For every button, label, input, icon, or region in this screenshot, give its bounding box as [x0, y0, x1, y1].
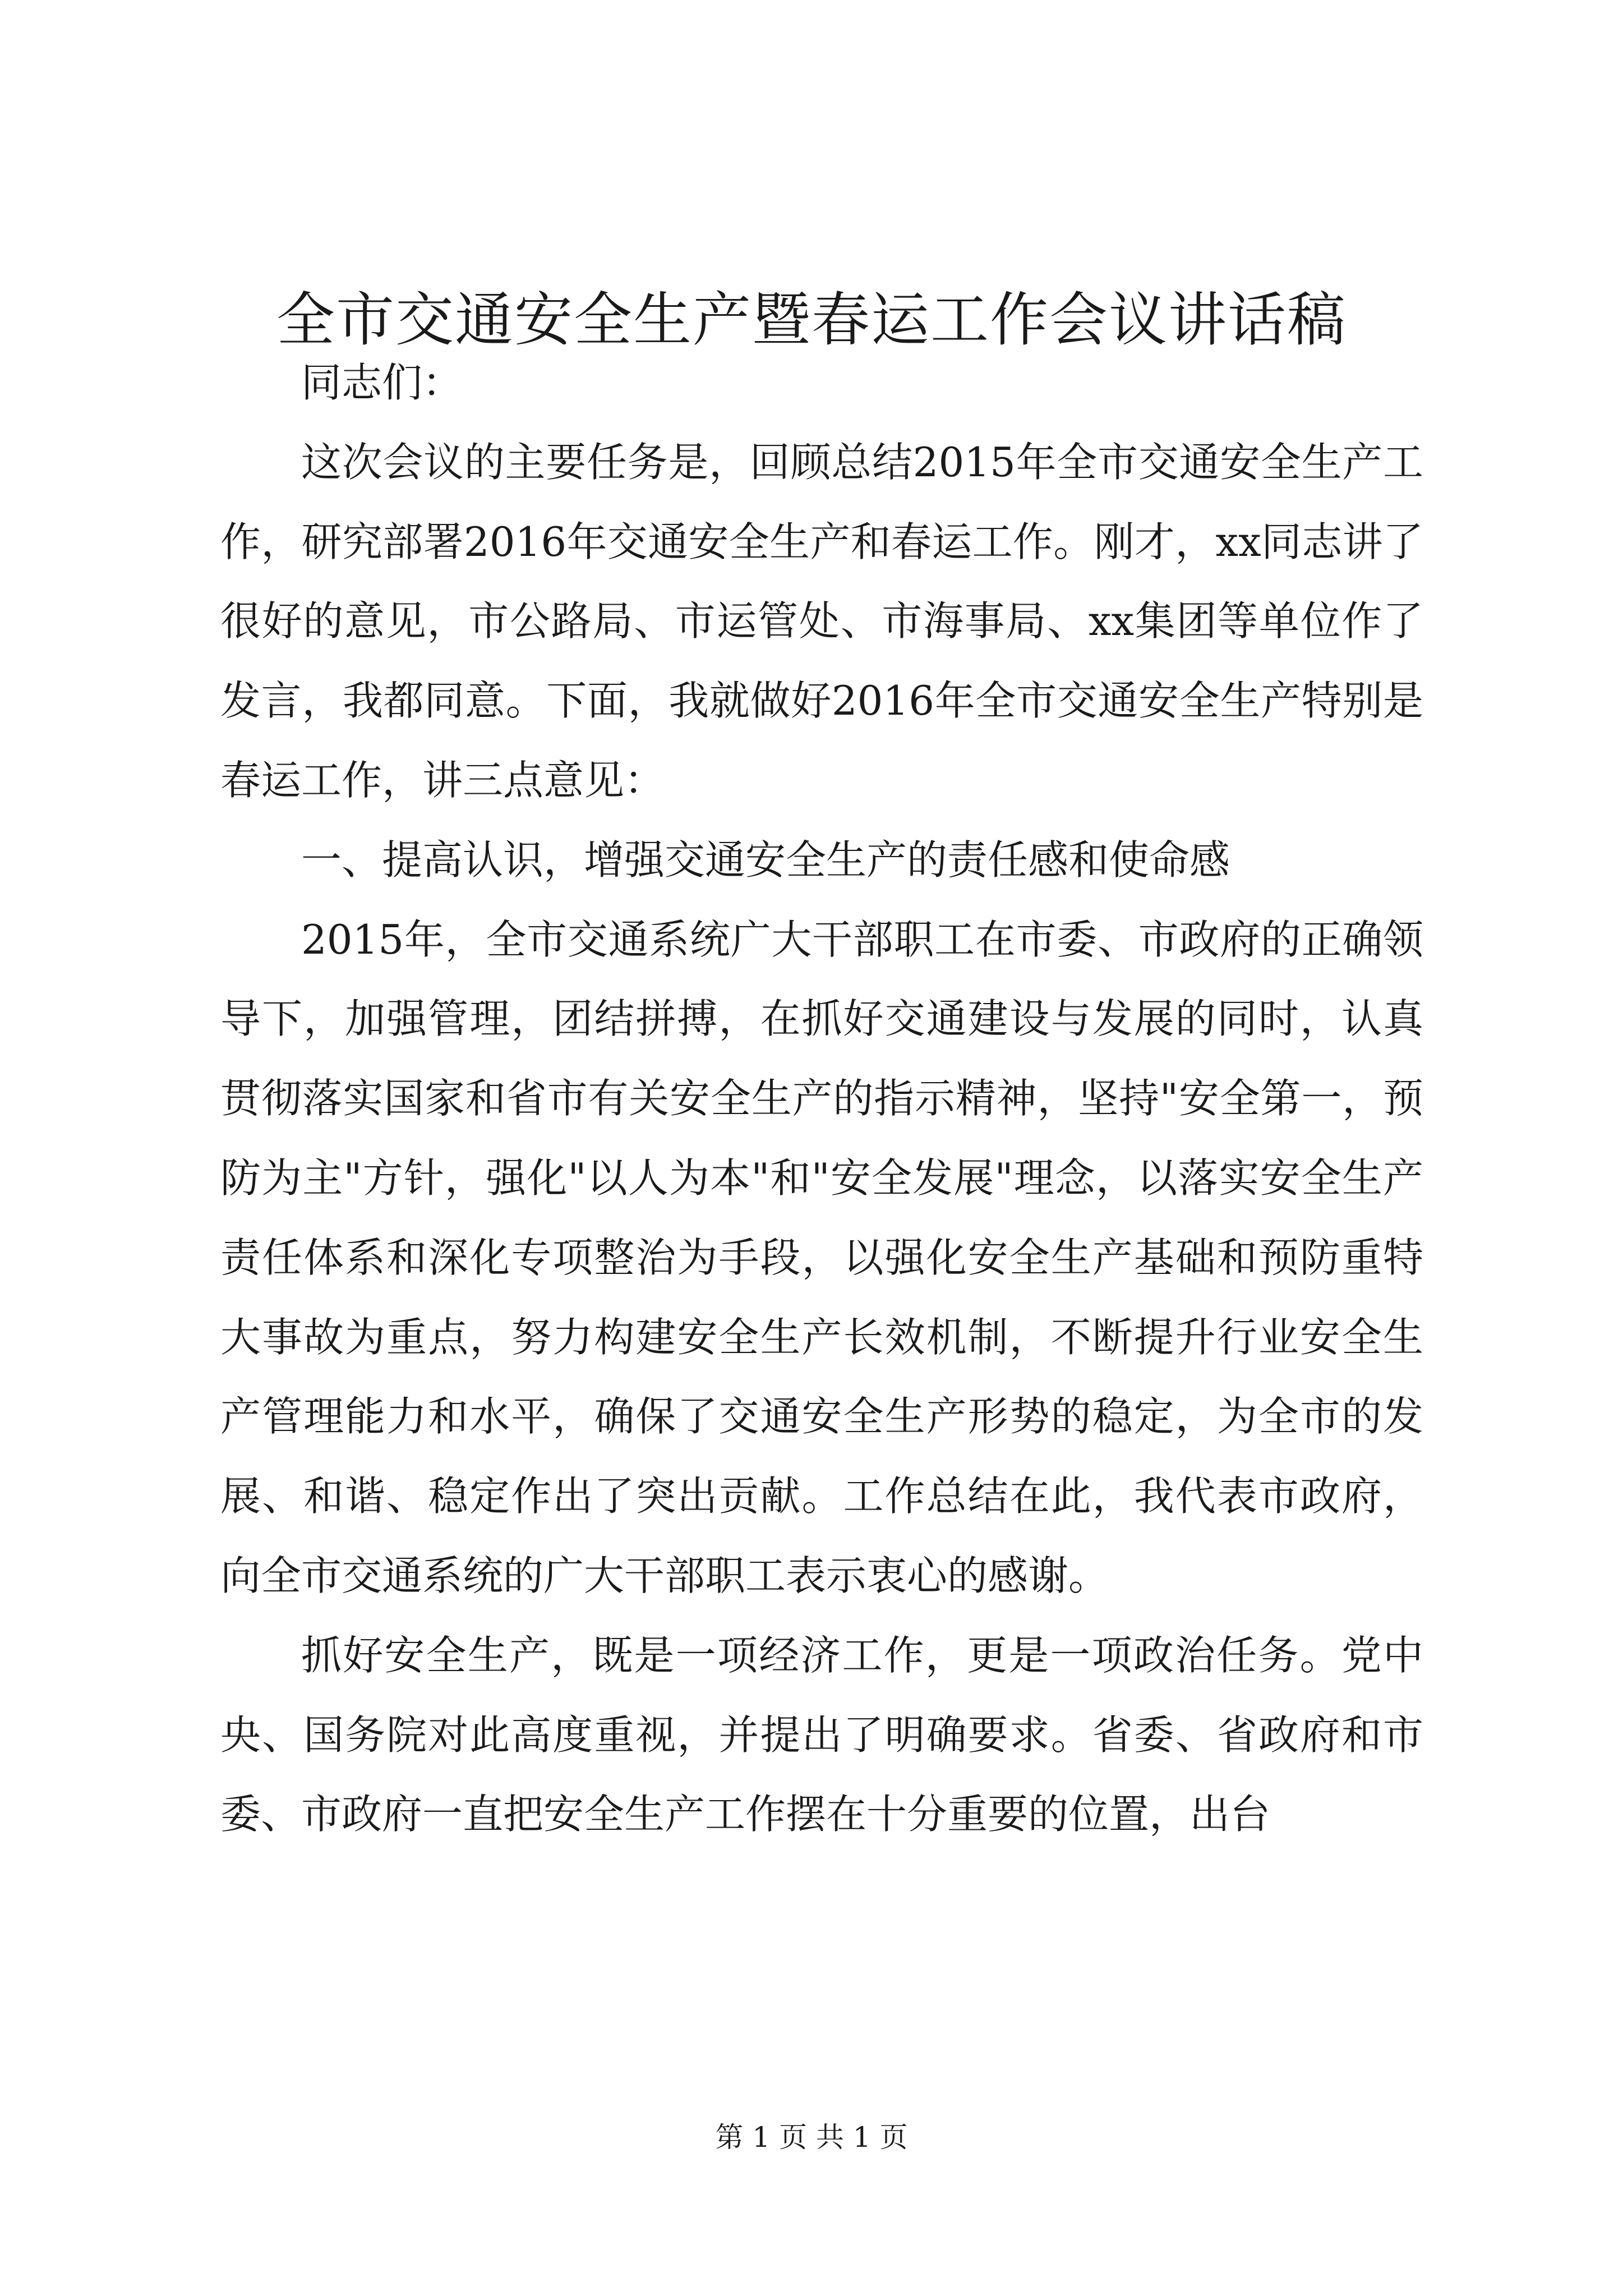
body-paragraph: 这次会议的主要任务是，回顾总结2015年全市交通安全生产工作，研究部署2016年交通安全生产和春运工作。刚才，xx同志讲了很好的意见，市公路局、市运管处、市海事局、xx集团等单位作了发言，我都同意。下面，我就做好2016年全市交通安全生产特别是春运工作，讲三点意见：: [220, 438, 1423, 804]
body-paragraph: 抓好安全生产，既是一项经济工作，更是一项政治任务。党中央、国务院对此高度重视，并提出了明确要求。省委、省政府和市委、市政府一直把安全生产工作摆在十分重要的位置，出台: [220, 1631, 1423, 1838]
document-title: 全市交通安全生产暨春运工作会议讲话稿: [276, 286, 1347, 354]
section-heading: 一、提高认识，增强交通安全生产的责任感和使命感: [301, 836, 1230, 884]
document-body: [220, 343, 1423, 1855]
page-number-footer: 第 1 页 共 1 页: [715, 2121, 908, 2154]
salutation-paragraph: 同志们：: [301, 359, 463, 406]
body-paragraph: 2015年，全市交通系统广大干部职工在市委、市政府的正确领导下，加强管理，团结拼搏，在抓好交通建设与发展的同时，认真贯彻落实国家和省市有关安全生产的指示精神，坚持"安全第一，预防为主"方针，强化"以人为本"和"安全发展"理念，以落实安全生产责任体系和深化专项整治为手段，以强化安全生产基础和预防重特大事故为重点，努力构建安全生产长效机制，不断提升行业安全生产管理能力和水平，确保了交通安全生产形势的稳定，为全市的发展、和谐、稳定作出了突出贡献。工作总结在此，我代表市政府，向全市交通系统的广大干部职工表示衷心的感谢。: [220, 915, 1423, 1599]
